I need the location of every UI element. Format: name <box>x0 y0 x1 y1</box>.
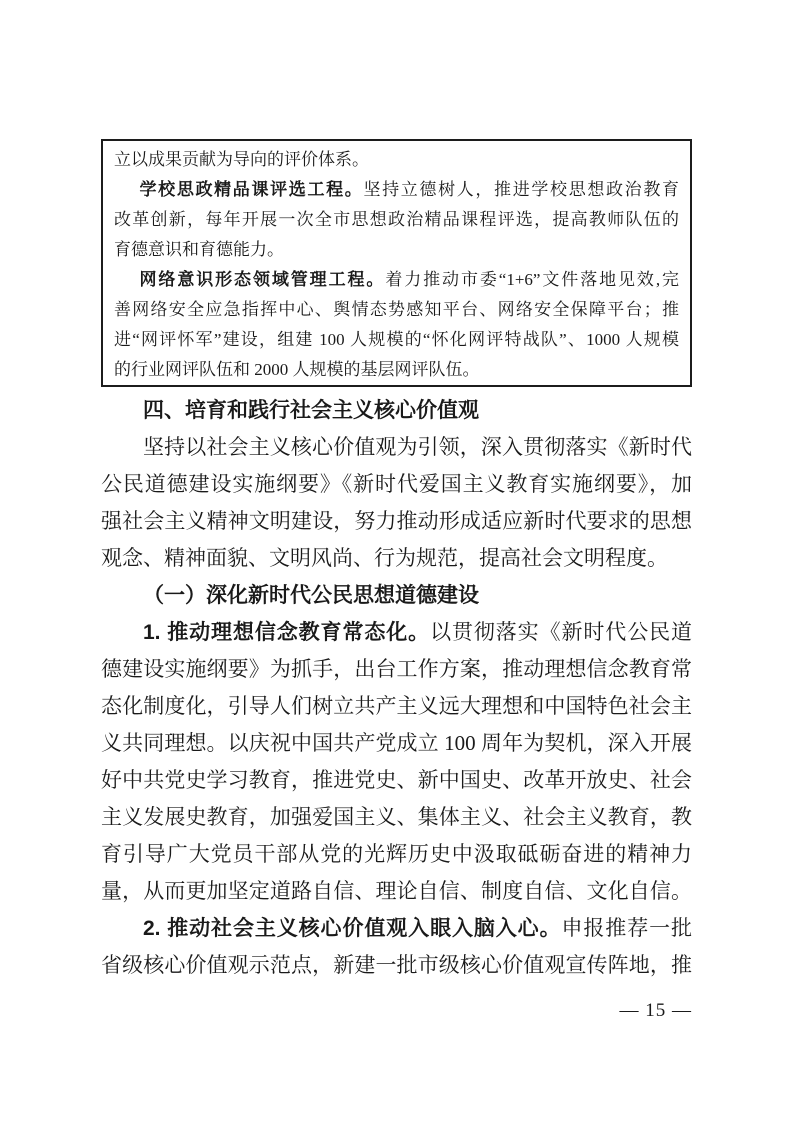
body-text-line: 义共同理想。以庆祝中国共产党成立 100 周年为契机，深入开展 <box>101 731 692 755</box>
box-text-line: 立以成果贡献为导向的评价体系。 <box>114 150 369 169</box>
document-body <box>101 392 692 984</box>
item-heading-bold: 1. 推动理想信念教育常态化。 <box>143 621 431 644</box>
item-heading-bold: 2. 推动社会主义核心价值观入眼入脑入心。 <box>143 917 562 940</box>
body-text-line: 态化制度化，引导人们树立共产主义远大理想和中国特色社会主 <box>101 694 692 718</box>
subsection-heading: （一）深化新时代公民思想道德建设 <box>143 583 479 607</box>
box-text-line <box>114 175 679 205</box>
body-text-line <box>101 614 692 651</box>
body-text-line: 省级核心价值观示范点，新建一批市级核心价值观宣传阵地，推 <box>101 953 692 977</box>
body-text-run: 申报推荐一批 <box>561 916 692 940</box>
box-text-line: 育德意识和育德能力。 <box>114 240 284 259</box>
body-text-line: 坚持以社会主义核心价值观为引领，深入贯彻落实《新时代 <box>143 435 692 459</box>
box-text-line: 进“网评怀军”建设，组建 100 人规模的“怀化网评特战队”、1000 人规模 <box>114 330 679 349</box>
box-text-line: 改革创新，每年开展一次全市思想政治精品课程评选，提高教师队伍的 <box>114 210 679 229</box>
body-text-line: 量，从而更加坚定道路自信、理论自信、制度自信、文化自信。 <box>101 879 692 903</box>
box-text-line <box>114 265 679 295</box>
box-project-title: 学校思政精品课评选工程。 <box>139 180 364 199</box>
section-heading: 四、培育和践行社会主义核心价值观 <box>143 399 479 422</box>
body-text-run: 以贯彻落实《新时代公民道 <box>430 620 692 644</box>
body-text-line <box>101 910 692 947</box>
box-text-line: 的行业网评队伍和 2000 人规模的基层网评队伍。 <box>114 360 480 379</box>
quote-box <box>101 139 692 387</box>
body-text-line: 主义发展史教育，加强爱国主义、集体主义、社会主义教育，教 <box>101 805 692 829</box>
box-text-line: 善网络安全应急指挥中心、舆情态势感知平台、网络安全保障平台；推 <box>114 300 679 319</box>
box-project-title: 网络意识形态领域管理工程。 <box>139 270 386 289</box>
body-text-line: 育引导广大党员干部从党的光辉历史中汲取砥砺奋进的精神力 <box>101 842 692 866</box>
body-text-line: 德建设实施纲要》为抓手，出台工作方案，推动理想信念教育常 <box>101 657 692 681</box>
body-text-line: 公民道德建设实施纲要》《新时代爱国主义教育实施纲要》，加 <box>101 472 692 496</box>
page-number: — 15 — <box>619 1000 692 1021</box>
body-text-line: 好中共党史学习教育，推进党史、新中国史、改革开放史、社会 <box>101 768 692 792</box>
box-text-run: 坚持立德树人，推进学校思想政治教育 <box>363 180 680 199</box>
body-text-line: 强社会主义精神文明建设，努力推动形成适应新时代要求的思想 <box>101 509 692 533</box>
body-text-line: 观念、精神面貌、文明风尚、行为规范，提高社会文明程度。 <box>101 546 668 570</box>
box-text-run: 着力推动市委“1+6”文件落地见效,完 <box>385 270 679 289</box>
